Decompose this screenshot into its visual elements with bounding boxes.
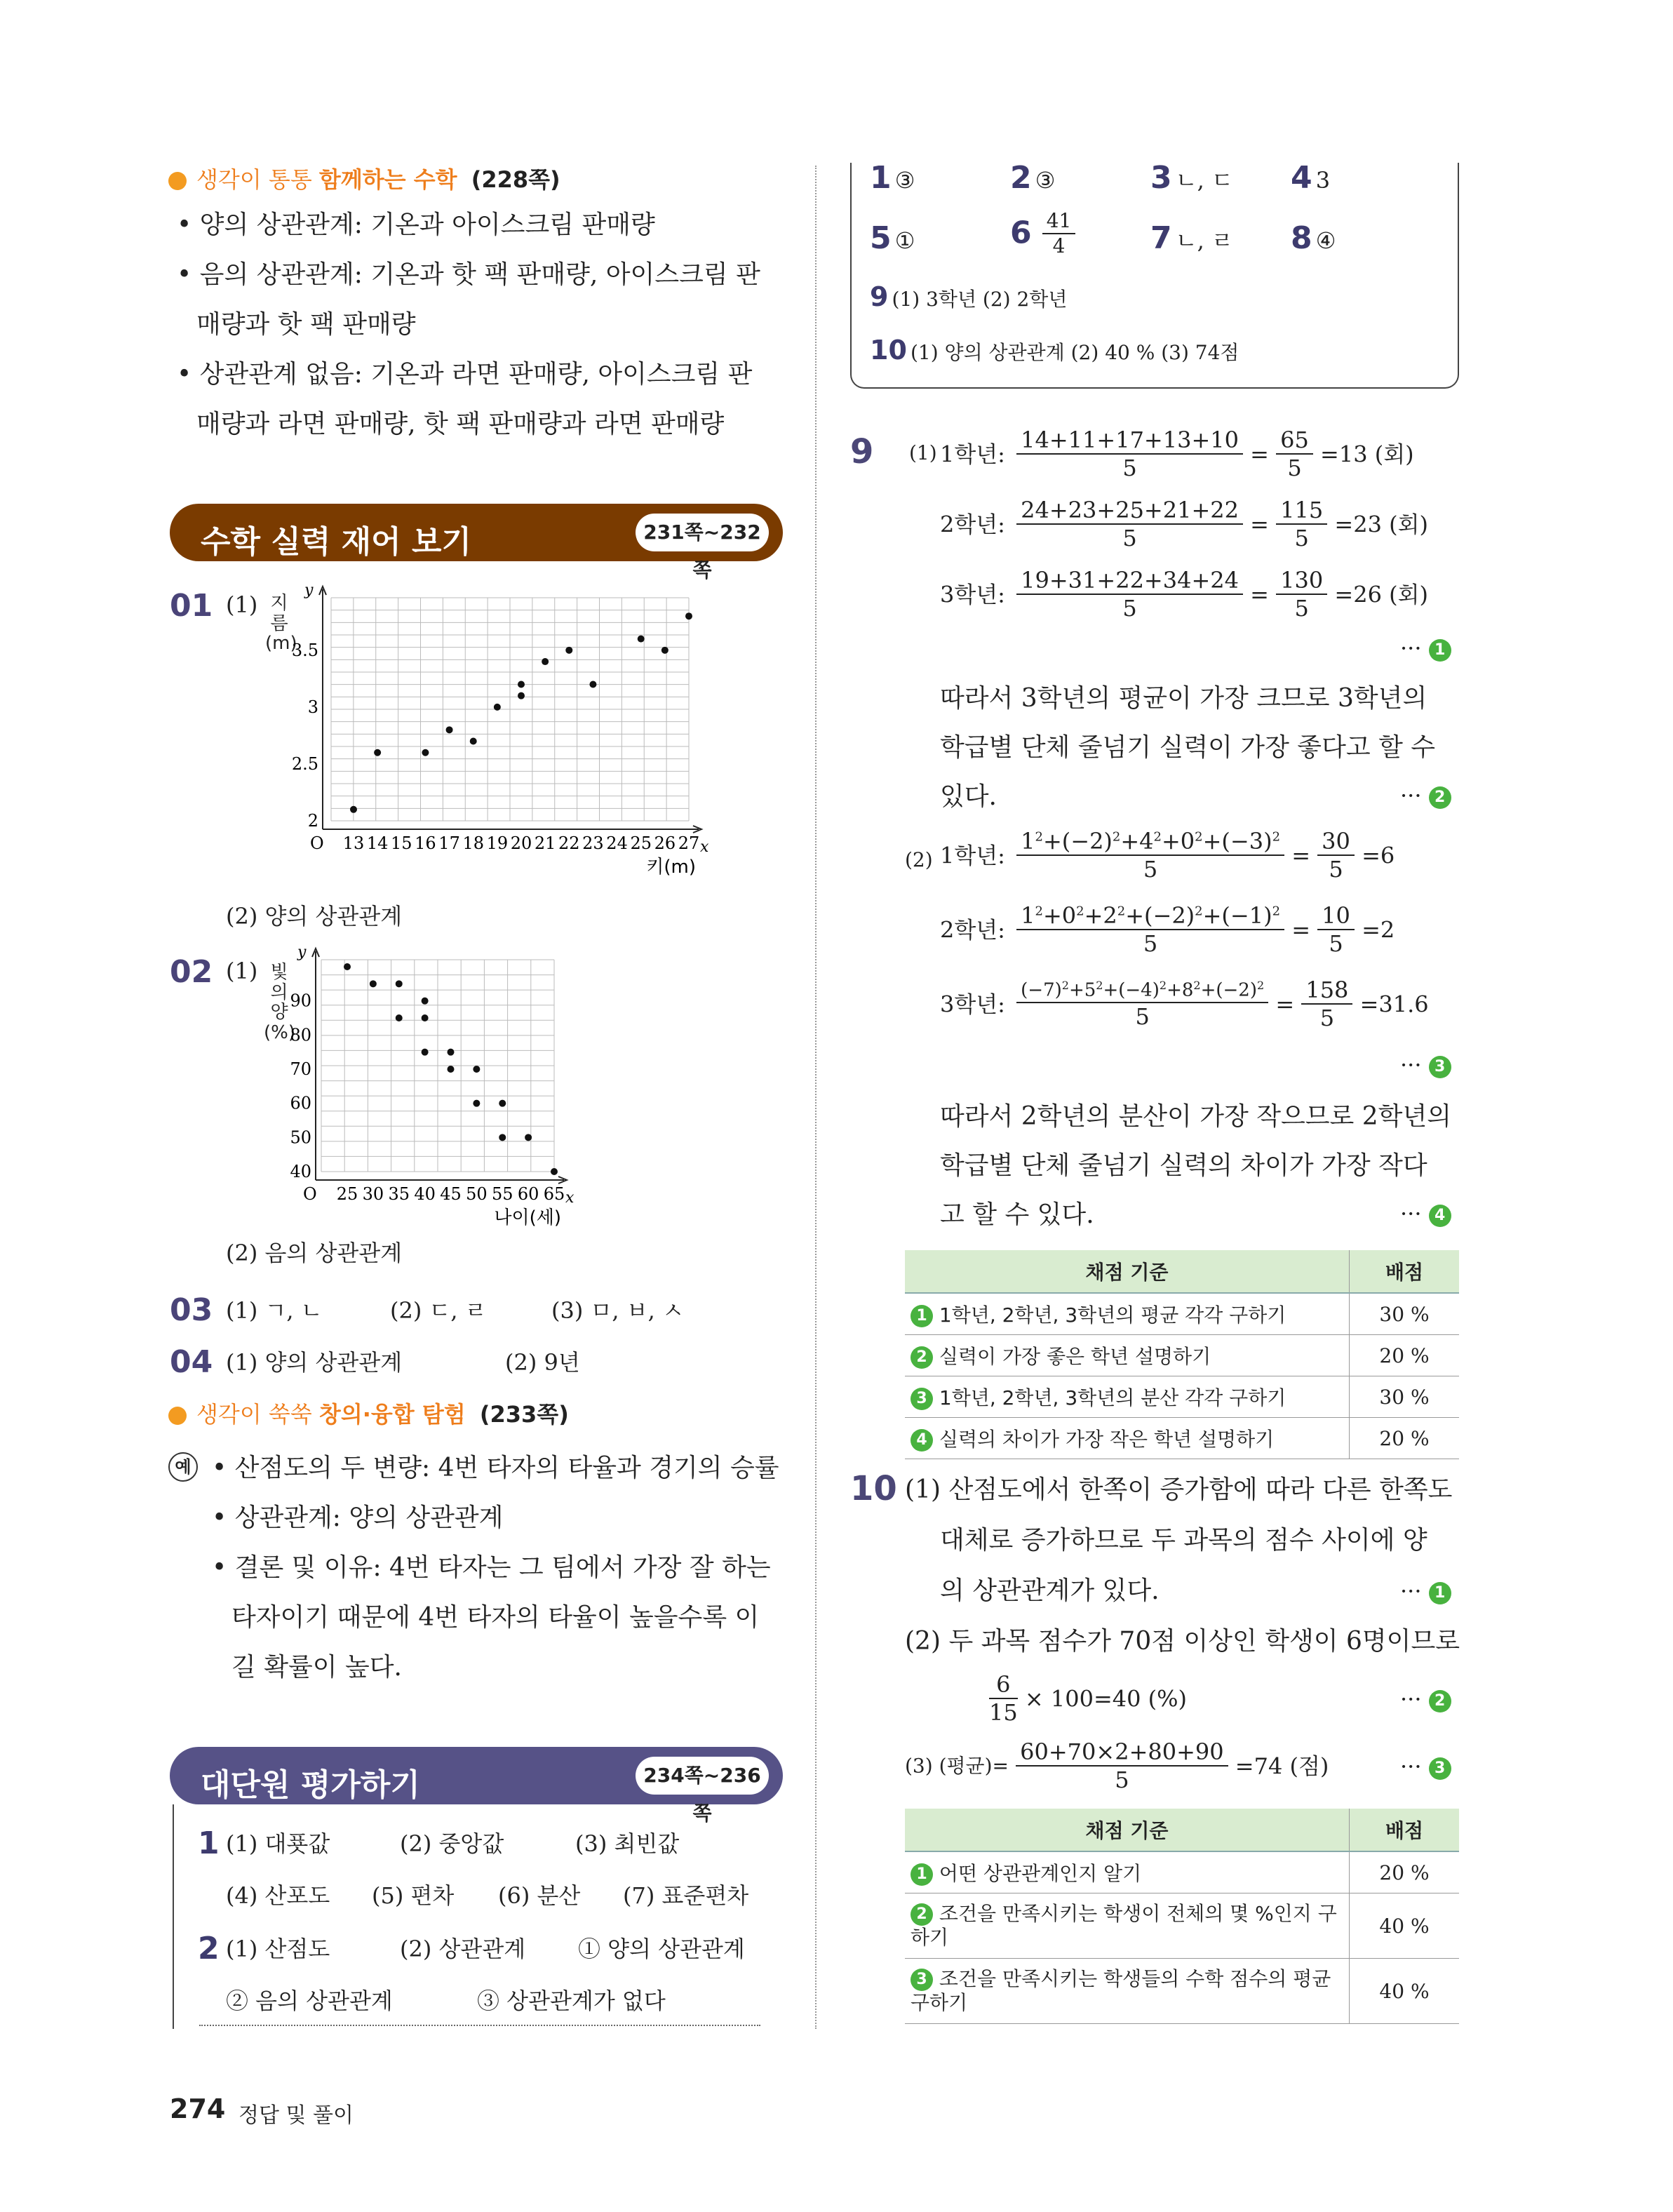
variance-grade2: 2학년: $\frac{1^2+0^2+2^2+(-2)^2+(-1)^2}{5}$ = $\frac{10}{5}$ =2 <box>940 902 1395 958</box>
data-point <box>518 681 525 688</box>
answer-value: ③ <box>1035 167 1056 194</box>
box-border-left <box>173 1804 174 2029</box>
grading-table-q10: 채점 기준 배점 1 어떤 상관관계인지 알기 20 % 2 조건을 만족시키는 학생이 전체의 몇 %인지 구하기 40 % 3 조건을 만족시키는 학생들의 수학 점수의 평균 구하기 40 % <box>905 1809 1459 2024</box>
step-marker: ··· 2 <box>1400 1688 1451 1712</box>
axis-label-y: 빛의 양(%) <box>264 962 295 1043</box>
step-marker: ··· 1 <box>1400 1580 1451 1604</box>
answer-number: 8 <box>1291 220 1312 256</box>
answer-text: (3) ㅁ, ㅂ, ㅅ <box>551 1297 684 1324</box>
variance-grade3: 3학년: $\frac{(-7)^2+5^2+(-4)^2+8^2+(-2)^2}{5}$ = $\frac{158}{5}$ =31.6 <box>940 977 1429 1032</box>
table-row: 1 어떤 상관관계인지 알기 20 % <box>905 1851 1459 1893</box>
answer-text: (5) 편차 <box>372 1882 455 1909</box>
answer-text: (2) 9년 <box>505 1349 580 1376</box>
explanation-text: (1) 산점도에서 한쪽이 증가함에 따라 다른 한쪽도 <box>905 1475 1453 1504</box>
data-point <box>350 806 357 813</box>
step-1-icon: 1 <box>1429 1582 1451 1604</box>
answer-text: (3) 최빈값 <box>575 1830 680 1857</box>
x-tick-label: 20 <box>510 833 532 853</box>
mean-formula: (3) (평균)= $\frac{60+70\times 2+80+90}{5}$ =74 (점) <box>905 1738 1329 1794</box>
mean-grade2: 2학년: $\frac{24+23+25+21+22}{5}$ = $\frac{115}{5}$ =23 (회) <box>940 497 1428 552</box>
data-point <box>396 980 403 987</box>
list-item: • 결론 및 이유: 4번 타자는 그 팀에서 가장 잘 하는 <box>212 1553 771 1582</box>
x-tick-label: 25 <box>630 833 652 853</box>
list-item: • 산점도의 두 변량: 4번 타자의 타율과 경기의 승률 <box>212 1454 779 1482</box>
example-mark: 예 <box>168 1452 198 1482</box>
data-point <box>473 1066 480 1073</box>
list-item: 길 확률이 높다. <box>231 1653 402 1682</box>
data-point <box>551 1168 558 1175</box>
answer-text: (2) ㄷ, ㄹ <box>390 1297 487 1324</box>
footer-label: 정답 및 풀이 <box>238 2103 354 2128</box>
x-tick-label: 27 <box>678 833 700 853</box>
table-row: 3 1학년, 2학년, 3학년의 분산 각각 구하기 30 % <box>905 1376 1459 1418</box>
x-tick-label: 21 <box>534 833 556 853</box>
step-2-icon: 2 <box>1429 1690 1451 1712</box>
data-point <box>542 658 549 665</box>
page-number: 274 <box>170 2093 226 2124</box>
answer-text: (2) 음의 상관관계 <box>226 1240 403 1266</box>
box-dotted-bottom <box>199 2025 760 2026</box>
list-item: • 상관관계 없음: 기온과 라면 판매량, 아이스크림 판 <box>177 360 753 389</box>
x-tick-label: 55 <box>491 1184 513 1204</box>
answer-number: 2 <box>1010 160 1032 196</box>
list-item: • 음의 상관관계: 기온과 핫 팩 판매량, 아이스크림 판 <box>177 260 760 289</box>
step-2-icon: 2 <box>1429 786 1451 809</box>
step-1-icon: 1 <box>911 1863 933 1886</box>
table-row: 4 실력의 차이가 가장 작은 학년 설명하기 20 % <box>905 1418 1459 1459</box>
data-point <box>499 1134 506 1141</box>
step-marker: ··· 1 <box>1400 637 1451 662</box>
y-tick-label: 2.5 <box>291 753 318 774</box>
part-label: (1) <box>909 441 937 464</box>
list-item: • 상관관계: 양의 상관관계 <box>212 1503 504 1532</box>
data-point <box>565 647 572 654</box>
x-tick-label: 65 <box>543 1184 565 1204</box>
origin-label: O <box>303 1184 317 1204</box>
step-marker: ··· 3 <box>1400 1755 1451 1780</box>
step-4-icon: 4 <box>1429 1205 1451 1227</box>
data-point <box>448 1049 455 1056</box>
x-tick-label: 25 <box>336 1184 358 1204</box>
question-number: 10 <box>850 1469 897 1508</box>
banner-math-skill <box>170 504 783 582</box>
answer-number: 9 <box>870 281 889 312</box>
percent-formula: $\frac{6}{15}$ × 100=40 (%) <box>989 1671 1188 1727</box>
list-item: • 양의 상관관계: 기온과 아이스크림 판매량 <box>177 210 655 239</box>
answer-value: ㄴ, ㄷ <box>1175 167 1233 194</box>
data-point <box>470 738 477 745</box>
answer-number: 6 <box>1010 215 1032 251</box>
x-tick-label: 16 <box>415 833 436 853</box>
answer-number: 5 <box>870 220 892 256</box>
x-tick-label: 15 <box>391 833 412 853</box>
section-header-creative: 생각이 쑥쑥 창의·융합 탐험 (233쪽) <box>168 1403 569 1426</box>
step-3-icon: 3 <box>1429 1757 1451 1780</box>
x-tick-label: 23 <box>582 833 604 853</box>
explanation-text: 학급별 단체 줄넘기 실력이 가장 좋다고 할 수 <box>940 733 1436 762</box>
answer-value: ④ <box>1315 227 1336 254</box>
x-axis-label: 키(m) <box>646 857 696 878</box>
column-divider <box>815 166 817 2029</box>
step-1-icon: 1 <box>1429 639 1451 662</box>
data-point <box>344 963 351 970</box>
data-point <box>422 1049 429 1056</box>
part-label: (1) <box>226 958 258 984</box>
data-point <box>494 704 501 711</box>
question-number: 9 <box>850 432 874 471</box>
question-number: 02 <box>170 954 213 990</box>
y-tick-label: 50 <box>290 1127 311 1148</box>
y-tick-label: 70 <box>290 1059 311 1079</box>
x-tick-label: 22 <box>558 833 580 853</box>
scatter-chart-age-light <box>281 944 603 1235</box>
answer-value: ㄴ, ㄹ <box>1175 227 1233 254</box>
step-3-icon: 3 <box>1429 1056 1451 1078</box>
banner-unit-test <box>170 1747 783 1825</box>
grading-table-q9: 채점 기준 배점 1 1학년, 2학년, 3학년의 평균 각각 구하기 30 % 2 실력이 가장 좋은 학년 설명하기 20 % 3 1학년, 2학년, 3학년의 분산 각각 구하기 30 % 4 실력의 차이가 가장 작은 학년 설명하기 20 % <box>905 1250 1459 1459</box>
answer-text: (4) 산포도 <box>226 1882 330 1909</box>
bullet-dot-icon <box>168 172 187 190</box>
explanation-text: 대체로 증가하므로 두 과목의 점수 사이에 양 <box>940 1526 1427 1555</box>
answer-text: ② 음의 상관관계 <box>226 1988 393 2014</box>
step-2-icon: 2 <box>911 1346 933 1369</box>
x-tick-label: 26 <box>654 833 676 853</box>
x-axis-label: 나이(세) <box>494 1207 561 1228</box>
data-point <box>396 1014 403 1021</box>
banner-pages: 234쪽~236쪽 <box>636 1757 769 1795</box>
x-tick-label: 14 <box>366 833 389 853</box>
explanation-text: 학급별 단체 줄넘기 실력의 차이가 가장 작다 <box>940 1151 1427 1180</box>
question-number: 2 <box>198 1931 220 1966</box>
x-axis-symbol: x <box>700 838 709 856</box>
data-point <box>374 749 381 756</box>
x-tick-label: 24 <box>606 833 628 853</box>
explanation-text: 따라서 2학년의 분산이 가장 작으므로 2학년의 <box>940 1102 1451 1131</box>
step-3-icon: 3 <box>911 1969 933 1991</box>
y-tick-label: 3.5 <box>291 640 318 660</box>
variance-grade1: 1학년: $\frac{1^2+(-2)^2+4^2+0^2+(-3)^2}{5}$ = $\frac{30}{5}$ =6 <box>940 828 1395 883</box>
answer-text: (1) ㄱ, ㄴ <box>226 1297 323 1324</box>
scatter-chart-height-diameter <box>281 582 730 884</box>
answer-value: ① <box>894 227 915 254</box>
data-point <box>638 636 645 643</box>
step-4-icon: 4 <box>911 1429 933 1452</box>
answer-number: 4 <box>1291 160 1312 196</box>
banner-pages: 231쪽~232쪽 <box>636 514 769 551</box>
answer-text: (1) 양의 상관관계 <box>226 1349 403 1376</box>
data-point <box>589 681 596 688</box>
answer-number: 10 <box>870 335 907 366</box>
explanation-text: 있다. <box>940 782 997 811</box>
axis-label-y: 지름(m) <box>265 593 297 655</box>
part-label: (1) <box>226 591 258 618</box>
step-3-icon: 3 <box>911 1388 933 1410</box>
explanation-text: 고 할 수 있다. <box>940 1200 1094 1229</box>
y-tick-label: 80 <box>290 1025 311 1045</box>
data-point <box>525 1134 532 1141</box>
answer-text: (1) 산점도 <box>226 1936 330 1962</box>
answer-text: (6) 분산 <box>498 1882 581 1909</box>
answer-text: (1) 대푯값 <box>226 1830 330 1857</box>
answer-value: ③ <box>894 167 915 194</box>
step-marker: ··· 3 <box>1400 1054 1451 1078</box>
x-tick-label: 17 <box>438 833 460 853</box>
data-point <box>661 647 668 654</box>
x-tick-label: 35 <box>388 1184 410 1204</box>
answer-text: (2) 양의 상관관계 <box>226 903 403 930</box>
x-tick-label: 40 <box>414 1184 436 1204</box>
y-tick-label: 3 <box>307 697 318 717</box>
answer-value: (1) 3학년 (2) 2학년 <box>892 288 1068 311</box>
banner-title: 대단원 평가하기 <box>201 1767 420 1803</box>
table-row: 3 조건을 만족시키는 학생들의 수학 점수의 평균 구하기 40 % <box>905 1959 1459 2024</box>
question-number: 03 <box>170 1292 213 1328</box>
y-tick-label: 40 <box>290 1162 311 1181</box>
answer-text: (7) 표준편차 <box>623 1882 749 1909</box>
data-point <box>422 1014 429 1021</box>
data-point <box>422 749 429 756</box>
y-tick-label: 2 <box>307 811 318 831</box>
answer-value: 3 <box>1315 167 1331 194</box>
data-point <box>422 998 429 1005</box>
explanation-text: 따라서 3학년의 평균이 가장 크므로 3학년의 <box>940 684 1427 713</box>
x-tick-label: 18 <box>462 833 484 853</box>
explanation-text: (2) 두 과목 점수가 70점 이상인 학생이 6명이므로 <box>905 1627 1460 1656</box>
data-point <box>446 726 453 733</box>
step-1-icon: 1 <box>911 1305 933 1327</box>
x-tick-label: 45 <box>440 1184 462 1204</box>
data-point <box>499 1100 506 1107</box>
answer-text: (2) 상관관계 <box>400 1936 526 1962</box>
question-number: 1 <box>198 1825 220 1861</box>
answer-text: (2) 중앙값 <box>400 1830 504 1857</box>
answer-value: (1) 양의 상관관계 (2) 40 % (3) 74점 <box>910 341 1239 364</box>
y-axis-symbol: y <box>297 944 307 961</box>
question-number: 04 <box>170 1344 213 1380</box>
data-point <box>518 692 525 699</box>
x-tick-label: 50 <box>466 1184 488 1204</box>
answer-text: ③ 상관관계가 없다 <box>477 1988 666 2014</box>
section-header-math-together: 생각이 통통 함께하는 수학 (228쪽) <box>168 168 560 191</box>
x-tick-label: 19 <box>486 833 509 853</box>
data-point <box>370 980 377 987</box>
answer-number: 1 <box>870 160 892 196</box>
list-item: 매량과 핫 팩 판매량 <box>196 310 416 339</box>
x-axis-symbol: x <box>565 1189 575 1207</box>
explanation-text: 의 상관관계가 있다. <box>940 1576 1160 1605</box>
mean-grade3: 3학년: $\frac{19+31+22+34+24}{5}$ = $\frac{130}{5}$ =26 (회) <box>940 567 1428 622</box>
banner-title: 수학 실력 재어 보기 <box>201 524 471 560</box>
answer-number: 3 <box>1150 160 1172 196</box>
data-point <box>448 1066 455 1073</box>
answer-number: 7 <box>1150 220 1172 256</box>
step-2-icon: 2 <box>911 1903 933 1926</box>
table-row: 1 1학년, 2학년, 3학년의 평균 각각 구하기 30 % <box>905 1293 1459 1335</box>
answer-fraction: $\frac{41}{4}$ <box>1042 209 1076 257</box>
mean-grade1: 1학년: $\frac{14+11+17+13+10}{5}$ = $\frac{65}{5}$ =13 (회) <box>940 427 1414 482</box>
bullet-dot-icon <box>168 1407 187 1425</box>
y-tick-label: 90 <box>290 991 311 1011</box>
step-marker: ··· 4 <box>1400 1202 1451 1227</box>
data-point <box>473 1100 480 1107</box>
question-number: 01 <box>170 588 213 624</box>
part-label: (2) <box>905 848 933 871</box>
y-tick-label: 60 <box>290 1093 311 1113</box>
y-axis-symbol: y <box>304 582 314 599</box>
step-marker: ··· 2 <box>1400 784 1451 809</box>
x-tick-label: 60 <box>517 1184 539 1204</box>
x-tick-label: 13 <box>342 833 365 853</box>
origin-label: O <box>310 833 324 853</box>
x-tick-label: 30 <box>362 1184 384 1204</box>
data-point <box>685 612 692 619</box>
answer-text: ① 양의 상관관계 <box>578 1936 745 1962</box>
list-item: 타자이기 때문에 4번 타자의 타율이 높을수록 이 <box>231 1603 760 1632</box>
table-row: 2 실력이 가장 좋은 학년 설명하기 20 % <box>905 1335 1459 1376</box>
table-row: 2 조건을 만족시키는 학생이 전체의 몇 %인지 구하기 40 % <box>905 1893 1459 1959</box>
list-item: 매량과 라면 판매량, 핫 팩 판매량과 라면 판매량 <box>196 410 725 438</box>
